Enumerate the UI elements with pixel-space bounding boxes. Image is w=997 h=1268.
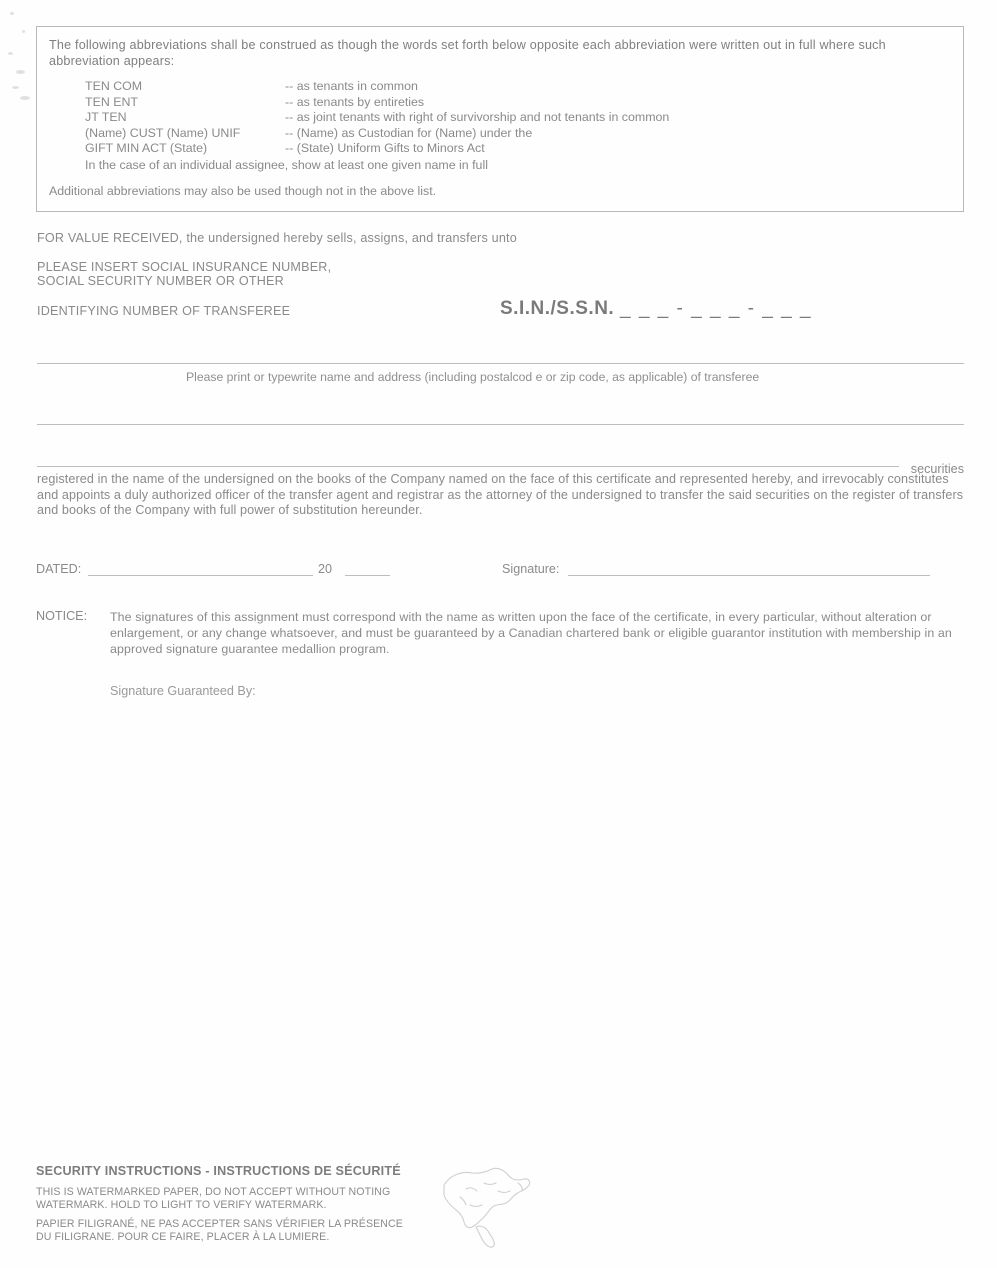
table-row xyxy=(85,141,945,157)
securities-label: securities xyxy=(910,462,964,476)
abbreviation-definition: -- as tenants by entireties xyxy=(285,94,425,109)
abbreviations-table xyxy=(85,79,945,173)
abbreviations-intro: The following abbreviations shall be construed as though the words set forth below opposite each abbreviation were written out in full where such abbreviation appears: xyxy=(49,38,886,68)
scan-speck xyxy=(12,86,19,89)
abbreviation-term: GIFT MIN ACT (State) xyxy=(85,141,208,155)
for-value-received-line: FOR VALUE RECEIVED, the undersigned hereby sells, assigns, and transfers unto xyxy=(37,231,517,245)
scan-speck xyxy=(10,12,14,15)
abbreviations-note: In the case of an individual assignee, show at least one given name in full xyxy=(85,157,488,172)
please-insert-line-2: SOCIAL SECURITY NUMBER OR OTHER xyxy=(37,274,284,288)
security-english-line-2: WATERMARK. HOLD TO LIGHT TO VERIFY WATERMARK. xyxy=(36,1199,327,1211)
assignment-paragraph: registered in the name of the undersigned on the books of the Company named on the face of this certificate and represented hereby, and irrevocably constitutes and appoints a duly authorized officer of the transfer agent and registrar as the attorney of the undersigned to transfer the said securities on the register of transfers and books of the Company with full power of substitution hereunder. xyxy=(37,472,964,517)
abbreviations-footer: Additional abbreviations may also be used though not in the above list. xyxy=(49,184,437,198)
abbreviation-term: TEN COM xyxy=(85,79,143,93)
abbreviation-definition: -- as joint tenants with right of survivorship and not tenants in common xyxy=(285,110,670,124)
sin-ssn-label: S.I.N./S.S.N. xyxy=(500,298,615,319)
abbreviation-definition: -- as tenants in common xyxy=(285,79,418,93)
scan-speck xyxy=(16,70,25,74)
security-instructions-title: SECURITY INSTRUCTIONS - INSTRUCTIONS DE SÉCURITÉ xyxy=(36,1164,401,1178)
security-french-line-1: PAPIER FILIGRANÉ, NE PAS ACCEPTER SANS VÉRIFIER LA PRÉSENCE xyxy=(36,1218,403,1230)
table-row xyxy=(85,110,945,126)
abbreviation-term: (Name) CUST (Name) UNIF xyxy=(85,125,241,140)
abbreviations-box xyxy=(36,26,964,212)
security-french-line-2: DU FILIGRANE. POUR CE FAIRE, PLACER À LA LUMIERE. xyxy=(36,1231,330,1243)
notice-label: NOTICE: xyxy=(36,609,88,623)
please-insert-line-1: PLEASE INSERT SOCIAL INSURANCE NUMBER, xyxy=(37,260,332,274)
scan-speck xyxy=(20,96,30,100)
scan-speck xyxy=(8,52,13,55)
table-row xyxy=(85,95,945,111)
dated-label: DATED: xyxy=(36,562,82,576)
abbreviation-definition: -- (Name) as Custodian for (Name) under the xyxy=(285,125,533,140)
transferee-address-rule[interactable] xyxy=(37,424,964,425)
sin-ssn-blanks: _ _ _ - _ _ _ - _ _ _ xyxy=(619,298,813,319)
abbreviation-definition: -- (State) Uniform Gifts to Minors Act xyxy=(285,141,485,155)
abbreviation-term: TEN ENT xyxy=(85,94,139,109)
security-english-line-1: THIS IS WATERMARKED PAPER, DO NOT ACCEPT WITHOUT NOTING xyxy=(36,1186,391,1198)
table-row xyxy=(85,126,945,142)
abbreviation-term: JT TEN xyxy=(85,110,127,124)
sin-ssn-field[interactable] xyxy=(500,298,812,320)
dated-year-prefix: 20 xyxy=(318,562,333,576)
print-instruction: Please print or typewrite name and address (including postalcod e or zip code, as applicable) of transferee xyxy=(186,370,760,384)
transferee-name-rule[interactable] xyxy=(37,363,964,364)
security-instructions-body xyxy=(36,1186,456,1250)
north-america-map-icon xyxy=(432,1163,542,1251)
table-row xyxy=(85,79,945,95)
notice-text: The signatures of this assignment must correspond with the name as written upon the face of the certificate, in every particular, without alteration or enlargement, or any change whatsoever, and must be guaranteed by a Canadian chartered bank or eligible guarantor institution with membership in an approved signature guarantee medallion program. xyxy=(110,610,952,656)
signature-guaranteed-by-label: Signature Guaranteed By: xyxy=(110,684,256,698)
securities-amount-rule[interactable] xyxy=(37,466,899,467)
identifying-number-label: IDENTIFYING NUMBER OF TRANSFEREE xyxy=(37,304,291,318)
signature-input-rule[interactable] xyxy=(568,575,930,576)
dated-input-rule[interactable] xyxy=(88,575,313,576)
scan-speck xyxy=(22,30,25,33)
signature-label: Signature: xyxy=(502,562,560,576)
dated-year-rule[interactable] xyxy=(345,575,390,576)
